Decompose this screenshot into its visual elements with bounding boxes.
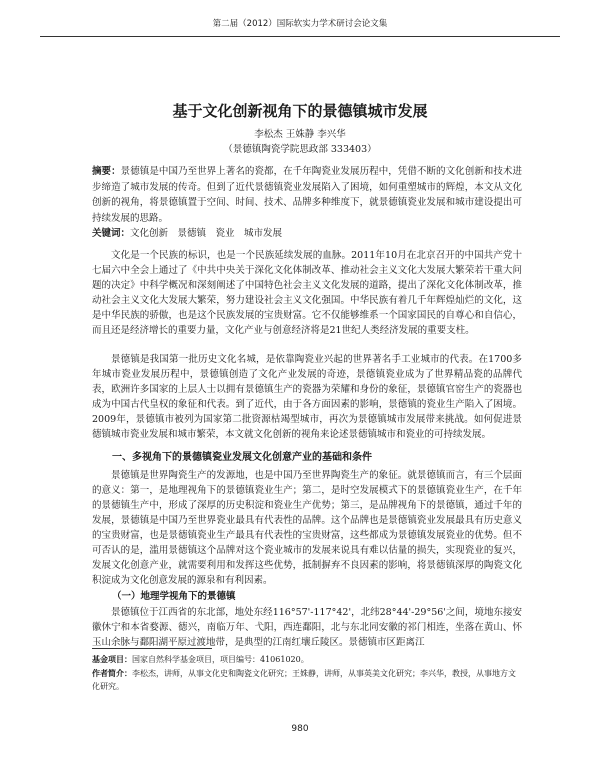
authors: 李松杰 王姝静 李兴华 <box>254 129 346 140</box>
footnote-rule <box>92 648 212 649</box>
page-number: 980 <box>291 724 309 734</box>
abstract-label: 摘要： <box>92 166 121 177</box>
fund-label: 基金项目： <box>92 655 132 664</box>
paragraph-jingdezhen: 景德镇是我国第一批历史文化名城，是依靠陶瓷业兴起的世界著名手工业城市的代表。在1700多年城市瓷业发展历程中，景德镇创造了文化产业发展的奇迹，景德镇瓷业成为了世界精品瓷的品牌代表，欧洲许多国家的上层人士以拥有景德镇生产的瓷器为荣耀和身份的象征，景德镇官窑生产的瓷器也成为中国古代皇权的象征和代表。到了近代，由于各方面因素的影响，景德镇的瓷业生产陷入了困境。2009年，景德镇市被列为国家第二批资源枯竭型城市，再次为景德镇城市发展带来挑战。如何促进景德镇城市瓷业发展和城市繁荣，本文就文化创新的视角来论述景德镇城市和瓷业的可持续发展。 <box>92 354 522 440</box>
footnote-fund <box>92 653 522 666</box>
keywords <box>92 226 522 241</box>
paper-title: 基于文化创新视角下的景德镇城市发展 <box>172 102 428 120</box>
affiliation: （景德镇陶瓷学院思政部 333403） <box>223 144 377 155</box>
header-rule <box>40 36 560 37</box>
abstract-text: 景德镇是中国乃至世界上著名的瓷都，在千年陶瓷业发展历程中，凭借不断的文化创新和技术进步缔造了城市发展的传奇。但到了近代景德镇瓷业发展陷入了困境，如何重塑城市的辉煌，本文从文化创新的视角，将景德镇置于空间、时间、技术、品牌多种维度下，就景德镇瓷业发展和城市建设提出可持续发展的思路。 <box>92 166 522 224</box>
keywords-text: 文化创新 景德镇 瓷业 城市发展 <box>130 228 283 239</box>
abstract <box>92 164 522 226</box>
paragraph-section-1: 景德镇是世界陶瓷生产的发源地，也是中国乃至世界陶瓷生产的象征。就景德镇而言，有三个层面的意义：第一，是地理视角下的景德镇瓷业生产；第二，是时空发展模式下的景德镇瓷业生产，在千年的景德镇生产中，形成了深厚的历史积淀和瓷业生产优势；第三，是品牌视角下的景德镇，通过千年的发展，景德镇是中国乃至世界瓷业最具有代表性的品牌。这个品牌也是景德镇瓷业发展最具有历史意义的宝贵财富，也是景德镇瓷业生产最具有代表性的宝贵财富，这些都成为景德镇发展瓷业的优势。但不可否认的是，滥用景德镇这个品牌对这个瓷业城市的发展来说具有难以估量的损失，实现瓷业的复兴，发展文化创意产业，就需要利用和发挥这些优势，抵制摒弃不良因素的影响，将景德镇深厚的陶瓷文化积淀成为文化创意发展的源泉和有利因素。 <box>92 470 522 586</box>
fund-text: 国家自然科学基金项目，项目编号：41061020。 <box>132 655 309 664</box>
subsection-heading-1: （一）地理学视角下的景德镇 <box>112 591 236 602</box>
footnote-author <box>92 667 522 693</box>
author-label: 作者简介： <box>92 669 132 678</box>
paragraph-geography: 景德镇位于江西省的东北部，地处东经116°57'-117°42'，北纬28°44'-29°56'之间，境地东接安徽休宁和本省婺源、德兴，南临万年、弋阳，西连鄱阳，北与东北同安徽的祁门相连，坐落在黄山、怀玉山余脉与鄱阳湖平原过渡地带，是典型的江南红壤丘陵区。景德镇市区距离江 <box>92 607 522 648</box>
keywords-label: 关键词： <box>92 228 131 239</box>
section-heading-1: 一、多视角下的景德镇瓷业发展文化创意产业的基础和条件 <box>112 452 372 463</box>
paragraph-intro: 文化是一个民族的标识，也是一个民族延续发展的血脉。2011年10月在北京召开的中国共产党十七届六中全会上通过了《中共中央关于深化文化体制改革、推动社会主义文化大发展大繁荣若干重大问题的决定》中科学概况和深刻阐述了中国特色社会主义文化发展的道路，提出了深化文化体制改革，推动社会主义文化大发展大繁荣，努力建设社会主义文化强国。中华民族有着几千年辉煌灿烂的文化，这是中华民族的骄傲，也是这个民族发展的宝贵财富。它不仅能够维系一个国家国民的自尊心和自信心，而且还是经济增长的重要力量，文化产业与创意经济将是21世纪人类经济发展的重要支柱。 <box>92 250 522 336</box>
author-text: 李松杰，讲师，从事文化史和陶瓷文化研究；王姝静，讲师，从事英美文化研究；李兴华，教授，从事地方文化研究。 <box>92 669 516 691</box>
running-header: 第二届（2012）国际软实力学术研讨会论文集 <box>212 19 388 29</box>
